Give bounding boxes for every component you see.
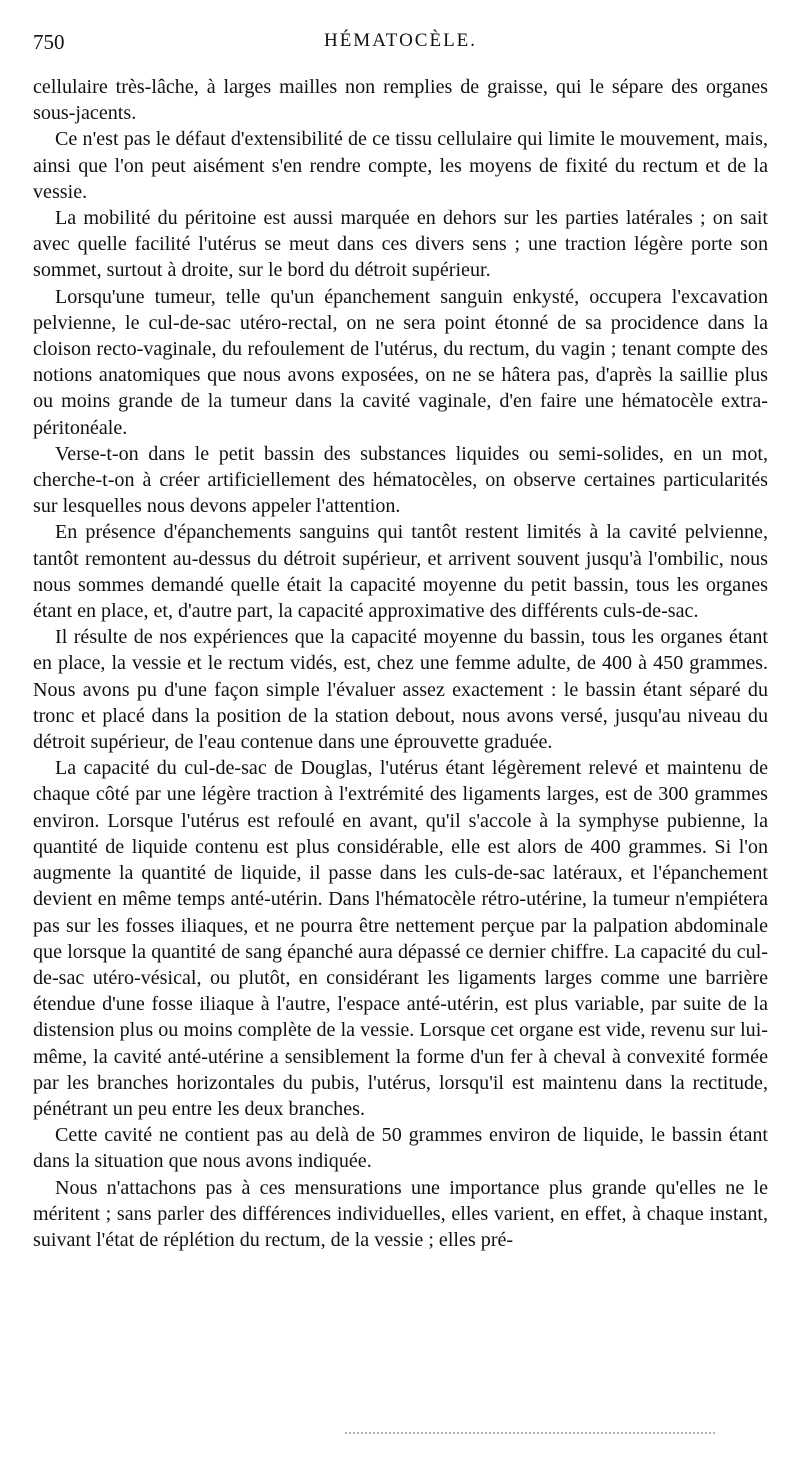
paragraph-5: Verse-t-on dans le petit bassin des substances liquides ou semi-solides, en un mot, cherche-t-on à créer artificiellement des hématocèles, on observe certaines particularités sur lesquelles nous devons appeler l'attention. bbox=[33, 442, 768, 518]
running-header bbox=[33, 30, 768, 62]
paragraph-8: La capacité du cul-de-sac de Douglas, l'utérus étant légèrement relevé et maintenu de chaque côté par une légère traction à l'extrémité des ligaments larges, est de 300 grammes environ. Lorsque l'utérus est refoulé en avant, qu'il s'accole à la symphyse pubienne, la quantité de liquide contenu est plus considérable, elle est alors de 400 grammes. Si l'on augmente la quantité de liquide, il passe dans les culs-de-sac latéraux, et l'épanchement devient en même temps anté-utérin. Dans l'hématocèle rétro-utérine, la tumeur n'empiétera pas sur les fosses iliaques, et ne pourra être nettement perçue par la palpation abdominale que lorsque la quantité de sang épanché aura dépassé ce dernier chiffre. La capacité du cul-de-sac utéro-vésical, ou plutôt, en considérant les ligaments larges comme une barrière étendue d'une fosse iliaque à l'autre, l'espace anté-utérin, est plus variable, par suite de la distension plus ou moins complète de la vessie. Lorsque cet organe est vide, revenu sur lui-même, la cavité anté-utérine a sensiblement la forme d'un fer à cheval à convexité formée par les branches horizontales du pubis, l'utérus, lorsqu'il est maintenu dans la rectitude, pénétrant un peu entre les deux branches. bbox=[33, 757, 768, 1120]
paragraph-6: En présence d'épanchements sanguins qui tantôt restent limités à la cavité pelvienne, tantôt remontent au-dessus du détroit supérieur, et arrivent souvent jusqu'à l'ombilic, nous nous sommes demandé quelle était la capacité moyenne du petit bassin, tous les organes étant en place, et, d'autre part, la capacité approximative des différents culs-de-sac. bbox=[33, 521, 768, 623]
document-page bbox=[33, 30, 768, 1253]
paragraph-7: Il résulte de nos expériences que la capacité moyenne du bassin, tous les organes étant en place, la vessie et le rectum vidés, est, chez une femme adulte, de 400 à 450 grammes. Nous avons pu d'une façon simple l'évaluer assez exactement : le bassin étant séparé du tronc et placé dans la position de la station debout, nous avons versé, jusqu'au niveau du détroit supérieur, de l'eau contenue dans une éprouvette graduée. bbox=[33, 626, 768, 754]
running-title: HÉMATOCÈLE. bbox=[323, 30, 478, 51]
paragraph-3: La mobilité du péritoine est aussi marquée en dehors sur les parties latérales ; on sait avec quelle facilité l'utérus se meut dans ces divers sens ; une traction légère porte son sommet, surtout à droite, sur le bord du détroit supérieur. bbox=[33, 207, 768, 282]
paragraph-9: Cette cavité ne contient pas au delà de 50 grammes environ de liquide, le bassin étant dans la situation que nous avons indiquée. bbox=[33, 1124, 768, 1173]
page-number: 750 bbox=[33, 30, 65, 54]
paragraph-10: Nous n'attachons pas à ces mensurations une importance plus grande qu'elles ne le méritent ; sans parler des différences individuelles, elles varient, en effet, à chaque instant, suivant l'état de réplétion du rectum, de la vessie ; elles pré- bbox=[33, 1176, 768, 1251]
paragraph-4: Lorsqu'une tumeur, telle qu'un épanchement sanguin enkysté, occupera l'excavation pelvienne, le cul-de-sac utéro-rectal, on ne sera point étonné de sa procidence dans la cloison recto-vaginale, du refoulement de l'utérus, du rectum, du vagin ; tenant compte des notions anatomiques que nous avons exposées, on ne se hâtera pas, d'après la saillie plus ou moins grande de la tumeur dans la cavité vaginale, d'en faire une hématocèle extra-péritonéale. bbox=[33, 285, 768, 439]
scan-artifact-marks bbox=[345, 1432, 715, 1440]
paragraph-1: cellulaire très-lâche, à larges mailles non remplies de graisse, qui le sépare des organes sous-jacents. bbox=[33, 76, 768, 125]
paragraph-2: Ce n'est pas le défaut d'extensibilité de ce tissu cellulaire qui limite le mouvement, mais, ainsi que l'on peut aisément s'en rendre compte, les moyens de fixité du rectum et de la vessie. bbox=[33, 128, 768, 203]
body-text bbox=[33, 74, 768, 1253]
